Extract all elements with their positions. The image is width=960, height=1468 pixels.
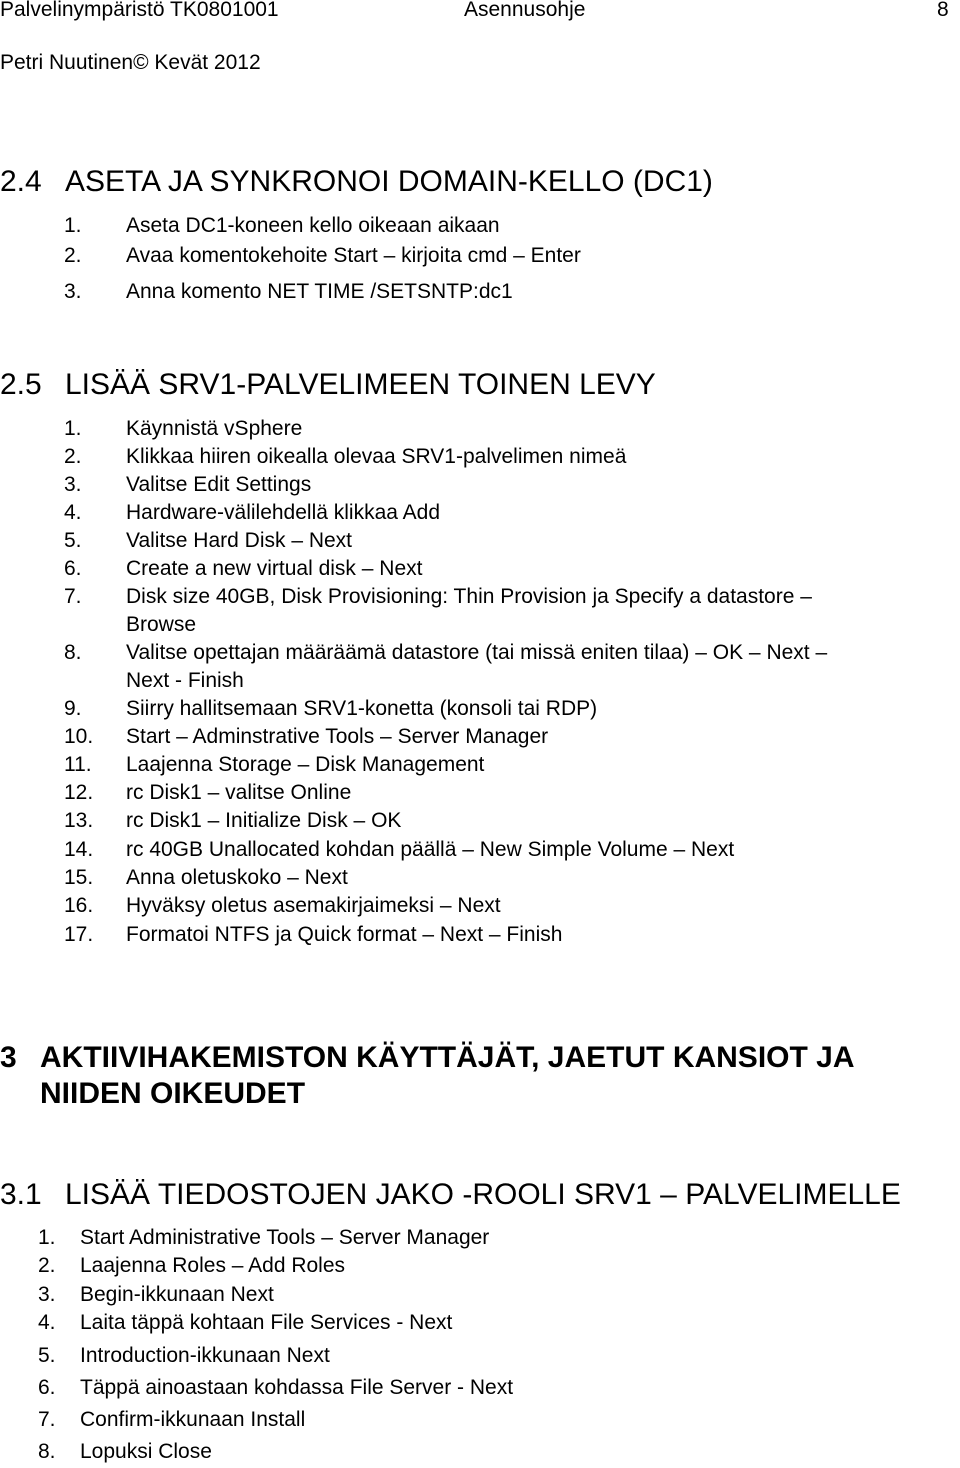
list-item-number: 9. <box>64 697 82 720</box>
section-2-5-number: 2.5 <box>0 368 42 401</box>
list-item: rc Disk1 – valitse Online <box>126 781 352 804</box>
list-item-number: 12. <box>64 781 94 804</box>
list-item-number: 3. <box>38 1283 56 1306</box>
list-item: Anna komento NET TIME /SETSNTP:dc1 <box>126 280 513 303</box>
list-item: Hyväksy oletus asemakirjaimeksi – Next <box>126 894 501 917</box>
list-item: Laita täppä kohtaan File Services - Next <box>80 1311 453 1334</box>
chapter-3-number: 3 <box>0 1041 17 1074</box>
page-number: 8 <box>937 0 949 21</box>
list-item-number: 3. <box>64 473 82 496</box>
list-item: Täppä ainoastaan kohdassa File Server - Next <box>80 1376 514 1399</box>
list-item-number: 7. <box>38 1408 56 1431</box>
list-item: Start – Adminstrative Tools – Server Manager <box>126 725 549 748</box>
list-item-number: 4. <box>38 1311 56 1334</box>
list-item-number: 16. <box>64 894 94 917</box>
list-item-number: 3. <box>64 280 82 303</box>
list-item: Begin-ikkunaan Next <box>80 1283 274 1306</box>
section-2-5-title: LISÄÄ SRV1-PALVELIMEEN TOINEN LEVY <box>65 368 656 401</box>
header-doc-type: Asennusohje <box>464 0 586 21</box>
list-item: Introduction-ikkunaan Next <box>80 1344 330 1367</box>
list-item: Hardware-välilehdellä klikkaa Add <box>126 501 440 524</box>
list-item-number: 1. <box>38 1226 56 1249</box>
chapter-3-title-line1: AKTIIVIHAKEMISTON KÄYTTÄJÄT, JAETUT KANSIOT JA <box>40 1041 855 1074</box>
list-item-number: 15. <box>64 866 94 889</box>
list-item: Anna oletuskoko – Next <box>126 866 348 889</box>
section-2-4-number: 2.4 <box>0 165 42 198</box>
list-item-number: 8. <box>64 641 82 664</box>
header-course: Palvelinympäristö TK0801001 <box>0 0 279 21</box>
section-2-4-title: ASETA JA SYNKRONOI DOMAIN-KELLO (DC1) <box>65 165 713 198</box>
list-item: Siirry hallitsemaan SRV1-konetta (konsoli tai RDP) <box>126 697 598 720</box>
list-item-number: 2. <box>64 244 82 267</box>
list-item: Create a new virtual disk – Next <box>126 557 423 580</box>
list-item: rc 40GB Unallocated kohdan päällä – New Simple Volume – Next <box>126 838 735 861</box>
list-item-number: 13. <box>64 809 94 832</box>
list-item-number: 14. <box>64 838 94 861</box>
list-item: Formatoi NTFS ja Quick format – Next – Finish <box>126 923 563 946</box>
list-item-number: 1. <box>64 417 82 440</box>
list-item: Disk size 40GB, Disk Provisioning: Thin Provision ja Specify a datastore – <box>126 585 812 608</box>
section-3-1-title: LISÄÄ TIEDOSTOJEN JAKO -ROOLI SRV1 – PALVELIMELLE <box>65 1178 901 1211</box>
list-item-number: 2. <box>64 445 82 468</box>
list-item: Aseta DC1-koneen kello oikeaan aikaan <box>126 214 500 237</box>
list-item: Klikkaa hiiren oikealla olevaa SRV1-palvelimen nimeä <box>126 445 627 468</box>
list-item-number: 5. <box>38 1344 56 1367</box>
list-item: Avaa komentokehoite Start – kirjoita cmd – Enter <box>126 244 581 267</box>
list-item-number: 7. <box>64 585 82 608</box>
list-item: Valitse Edit Settings <box>126 473 312 496</box>
list-item: Lopuksi Close <box>80 1440 212 1463</box>
list-item-number: 2. <box>38 1254 56 1277</box>
list-item-number: 6. <box>64 557 82 580</box>
list-item-continuation: Browse <box>126 613 197 636</box>
list-item-number: 1. <box>64 214 82 237</box>
list-item-number: 5. <box>64 529 82 552</box>
list-item: Valitse Hard Disk – Next <box>126 529 353 552</box>
list-item-continuation: Next - Finish <box>126 669 244 692</box>
list-item-number: 10. <box>64 725 94 748</box>
list-item: Confirm-ikkunaan Install <box>80 1408 306 1431</box>
list-item-number: 11. <box>64 753 92 776</box>
list-item-number: 17. <box>64 923 94 946</box>
list-item: Käynnistä vSphere <box>126 417 303 440</box>
list-item: Laajenna Storage – Disk Management <box>126 753 485 776</box>
list-item-number: 6. <box>38 1376 56 1399</box>
list-item-number: 4. <box>64 501 82 524</box>
list-item: Start Administrative Tools – Server Manager <box>80 1226 490 1249</box>
header-author: Petri Nuutinen© Kevät 2012 <box>0 51 261 74</box>
list-item: rc Disk1 – Initialize Disk – OK <box>126 809 402 832</box>
list-item: Valitse opettajan määräämä datastore (tai missä eniten tilaa) – OK – Next – <box>126 641 828 664</box>
chapter-3-title-line2: NIIDEN OIKEUDET <box>40 1077 306 1110</box>
section-3-1-number: 3.1 <box>0 1178 42 1211</box>
list-item-number: 8. <box>38 1440 56 1463</box>
list-item: Laajenna Roles – Add Roles <box>80 1254 346 1277</box>
